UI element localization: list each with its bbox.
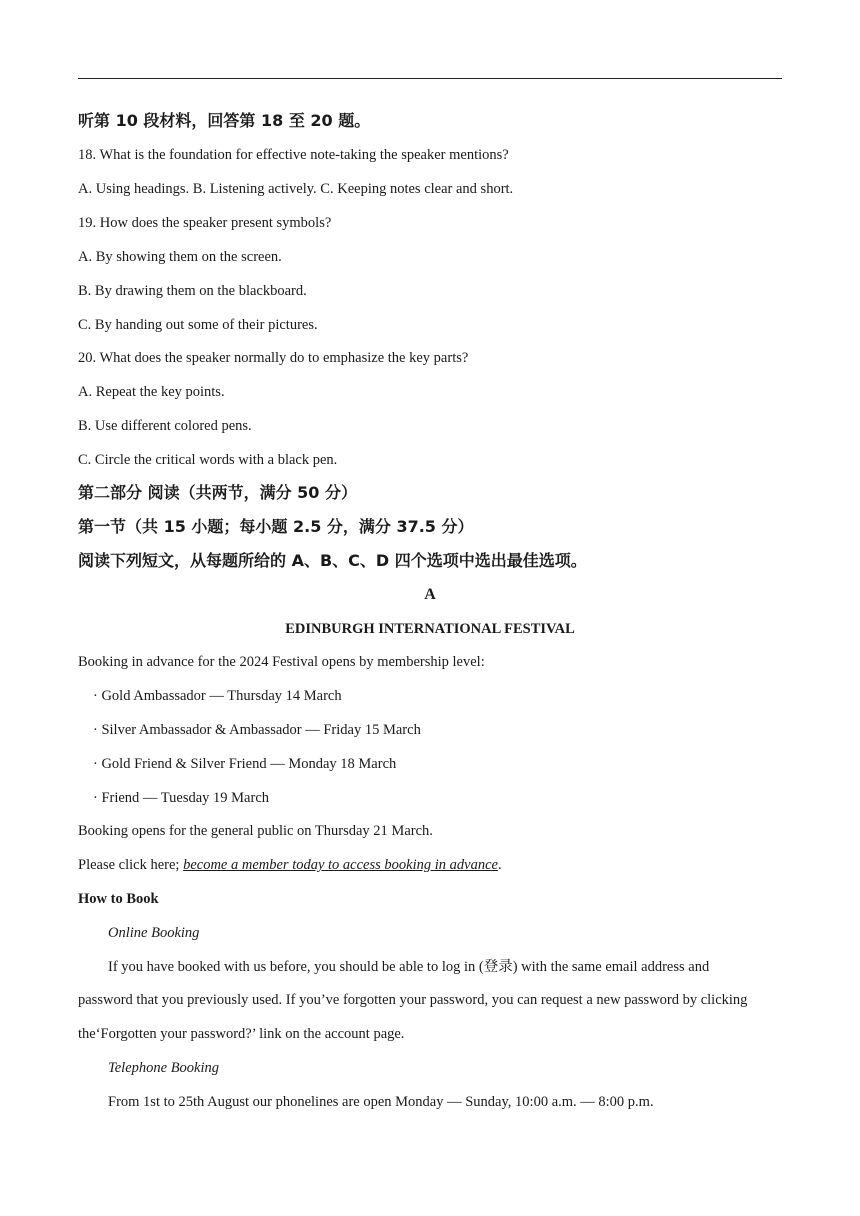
question-19-option-b: B. By drawing them on the blackboard. xyxy=(78,283,307,299)
level-gold-ambassador: · Gold Ambassador — Thursday 14 March xyxy=(93,688,342,704)
question-20-option-c: C. Circle the critical words with a black pen. xyxy=(78,452,338,468)
part2-section1: 第一节（共 15 小题；每小题 2.5 分，满分 37.5 分） xyxy=(78,517,474,536)
question-20-option-a: A. Repeat the key points. xyxy=(78,384,225,400)
telephone-booking-heading: Telephone Booking xyxy=(108,1060,220,1076)
passage-letter: A xyxy=(424,586,436,603)
passage-intro: Booking in advance for the 2024 Festival opens by membership level: xyxy=(78,654,485,670)
online-booking-heading: Online Booking xyxy=(108,925,200,941)
membership-suffix: . xyxy=(497,857,502,873)
question-20-option-b: B. Use different colored pens. xyxy=(78,418,252,434)
passage-title: EDINBURGH INTERNATIONAL FESTIVAL xyxy=(285,621,575,637)
level-friend: · Friend — Tuesday 19 March xyxy=(93,790,270,806)
part2-instruction: 阅读下列短文，从每题所给的 A、B、C、D 四个选项中选出最佳选项。 xyxy=(78,551,587,570)
question-18-stem: 18. What is the foundation for effective note-taking the speaker mentions? xyxy=(78,147,509,163)
level-gold-silver-friend: · Gold Friend & Silver Friend — Monday 18 March xyxy=(93,756,397,772)
membership-line xyxy=(78,855,502,875)
online-paragraph-line-1: If you have booked with us before, you should be able to log in (登录) with the same email address and xyxy=(108,959,710,975)
question-19-stem: 19. How does the speaker present symbols? xyxy=(78,215,332,231)
telephone-paragraph: From 1st to 25th August our phonelines are open Monday — Sunday, 10:00 a.m. — 8:00 p.m. xyxy=(108,1094,654,1110)
section-header: 听第 10 段材料，回答第 18 至 20 题。 xyxy=(78,111,371,130)
online-paragraph-line-2: password that you previously used. If you’ve forgotten your password, you can request a new password by clicking xyxy=(78,992,748,1008)
question-20-stem: 20. What does the speaker normally do to emphasize the key parts? xyxy=(78,350,469,366)
part2-title: 第二部分 阅读（共两节，满分 50 分） xyxy=(78,483,357,502)
membership-prefix: Please click here; xyxy=(78,857,184,873)
question-19-option-a: A. By showing them on the screen. xyxy=(78,249,282,265)
question-18-options: A. Using headings. B. Listening actively. C. Keeping notes clear and short. xyxy=(78,181,514,197)
how-to-book-heading: How to Book xyxy=(78,891,159,907)
header-rule xyxy=(78,78,782,79)
question-19-option-c: C. By handing out some of their pictures. xyxy=(78,317,318,333)
become-member-link[interactable]: become a member today to access booking in advance xyxy=(183,857,498,873)
online-paragraph-line-3: the‘Forgotten your password?’ link on the account page. xyxy=(78,1026,405,1042)
public-booking: Booking opens for the general public on Thursday 21 March. xyxy=(78,823,433,839)
level-silver-ambassador: · Silver Ambassador & Ambassador — Friday 15 March xyxy=(93,722,421,738)
